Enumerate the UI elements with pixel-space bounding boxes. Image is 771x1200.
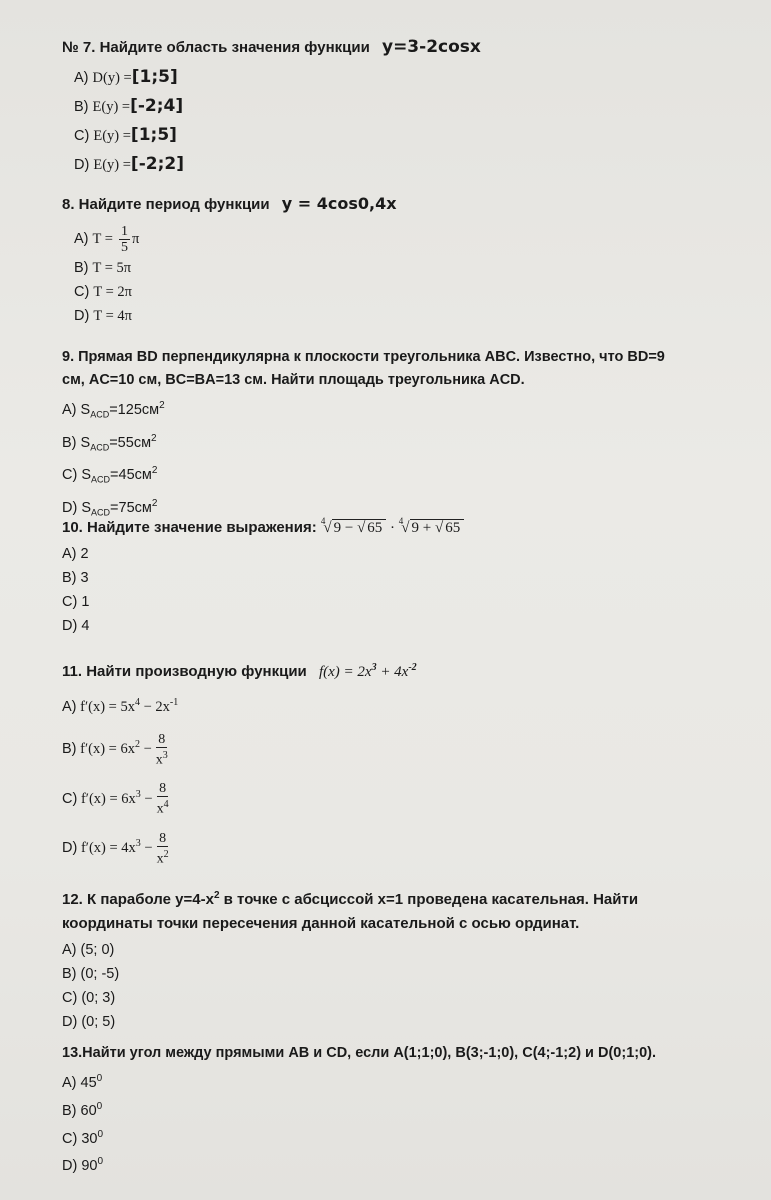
question-8-title (62, 192, 751, 216)
question-13-title: 13.Найти угол между прямыми AB и CD, если A(1;1;0), B(3;-1;0), C(4;-1;2) и D(0;1;0). (62, 1045, 657, 1061)
q9-option-d[interactable]: D) $S_{ACD}=75см^2$ (62, 498, 158, 518)
q13-option-a[interactable]: A) $45^0$ (62, 1073, 103, 1091)
q9-option-c[interactable]: C) $S_{ACD}=45см^2$ (62, 465, 158, 486)
q11-option-c[interactable]: C) $f'(x) = 6x^3$ − $\frac{8}{x^4}$ (62, 781, 169, 817)
question-9-title (62, 346, 751, 392)
q11-option-d[interactable]: D) $f'(x) = 4x^3$ − $\frac{8}{x^2}$ (62, 831, 169, 867)
question-12 (62, 884, 751, 1034)
question-12-title (62, 884, 751, 936)
q7-option-c[interactable]: C) E(y) =[1;5] (74, 125, 177, 145)
q9-option-a[interactable]: A) $S_{ACD}=125см^2$ (62, 400, 165, 420)
q13-option-c[interactable]: C) $30^0$ (62, 1128, 104, 1147)
q8-option-b[interactable]: B) T = 5π (74, 260, 132, 276)
question-12-line-1: 12. К параболе $y=4-x^2$ в точке с абсциссой x=1 проведена касательная. Найти (62, 890, 639, 908)
q13-option-d[interactable]: D) $90^0$ (62, 1156, 104, 1175)
question-13 (62, 1042, 765, 1178)
question-10-expression: $^4$√ 9 − √ 65 · $^4$√ 9 + √ 65 (321, 520, 464, 536)
q10-option-d[interactable]: D) 4 (62, 618, 90, 634)
question-9-line-2: см, AC=10 см, BC=BA=13 см. Найти площадь треугольника ACD. (62, 372, 525, 388)
question-7 (62, 36, 751, 177)
question-11-title (62, 656, 751, 684)
q7-option-a[interactable]: A) D(y) =[1;5] (74, 67, 178, 87)
q8-option-d[interactable]: D) T = 4π (74, 308, 132, 324)
question-9-line-1: 9. Прямая BD перпендикулярна к плоскости треугольника ABC. Известно, что BD=9 (62, 349, 665, 365)
question-7-formula: y=3-2cosx (381, 37, 481, 57)
q8-option-c[interactable]: C) T = 2π (74, 284, 132, 300)
q11-option-a[interactable]: A) $f'(x) = 5x^4 - 2x^{-1}$ (62, 697, 179, 715)
question-11-formula: $f(x) = 2x^3 + 4x^{-2}$ (318, 662, 417, 680)
q10-option-c[interactable]: C) 1 (62, 594, 90, 610)
question-7-text: № 7. Найдите область значения функции (62, 39, 370, 56)
q10-option-b[interactable]: B) 3 (62, 570, 89, 586)
question-8-formula: y = 4cos0,4x (281, 194, 397, 213)
q8-option-a[interactable]: A) T = $\frac{1}{5}$ π (74, 223, 140, 255)
question-12-line-2: координаты точки пересечения данной касательной с осью ординат. (62, 915, 580, 932)
q7-option-b[interactable]: B) E(y) =[-2;4] (74, 96, 184, 116)
question-11-text: 11. Найти производную функции (62, 663, 307, 680)
question-8-text: 8. Найдите период функции (62, 196, 270, 213)
q12-option-d[interactable]: D) (0; 5) (62, 1014, 116, 1030)
q12-option-b[interactable]: B) (0; -5) (62, 966, 120, 982)
q13-option-b[interactable]: B) $60^0$ (62, 1100, 103, 1119)
question-11 (62, 656, 751, 871)
q10-option-a[interactable]: A) 2 (62, 546, 89, 562)
question-10 (62, 510, 751, 638)
q12-option-a[interactable]: A) (5; 0) (62, 942, 115, 958)
question-8 (62, 192, 751, 328)
q11-option-b[interactable]: B) $f'(x) = 6x^2$ − $\frac{8}{x^3}$ (62, 731, 168, 768)
question-9 (62, 346, 751, 525)
q7-option-d[interactable]: D) E(y) =[-2;2] (74, 154, 184, 174)
question-10-text: 10. Найдите значение выражения: (62, 519, 317, 536)
q9-option-b[interactable]: B) $S_{ACD}=55см^2$ (62, 432, 157, 453)
question-10-title (62, 510, 751, 540)
q12-option-c[interactable]: C) (0; 3) (62, 990, 116, 1006)
question-7-title (62, 36, 751, 59)
